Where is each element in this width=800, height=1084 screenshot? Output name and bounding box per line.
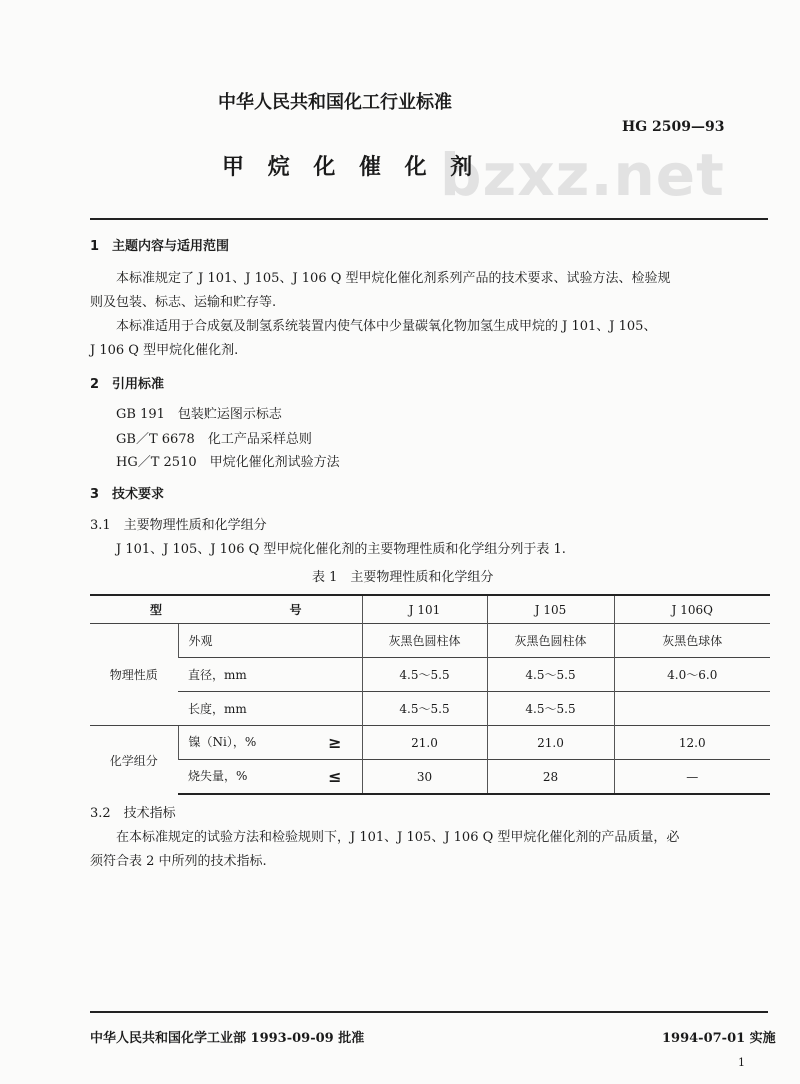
paragraph-line: 须符合表 2 中所列的技术指标.: [90, 854, 267, 869]
table-row: [90, 692, 770, 726]
row-label-cell: [178, 726, 362, 760]
table-1: [90, 594, 770, 795]
table-cell: 4.5～5.5: [362, 692, 487, 726]
table-cell: 4.5～5.5: [487, 658, 614, 692]
paragraph-line: 本标准适用于合成氨及制氢系统装置内使气体中少量碳氧化物加氢生成甲烷的 J 101、J 105、: [116, 319, 657, 334]
column-header: J 101: [362, 595, 487, 624]
section-3-2-heading: 3.2 技术指标: [90, 806, 176, 821]
table-cell: 21.0: [362, 726, 487, 760]
table-cell: 灰黑色球体: [614, 624, 770, 658]
watermark: bzxz.net: [440, 141, 725, 209]
section-2-heading: 2 引用标准: [90, 377, 165, 392]
table-cell: 21.0: [487, 726, 614, 760]
group-label: 化学组分: [90, 726, 178, 795]
reference-item: HG／T 2510 甲烷化催化剂试验方法: [116, 455, 340, 470]
page-number: 1: [738, 1056, 745, 1069]
column-header: J 106Q: [614, 595, 770, 624]
row-label: 镍（Ni），%: [188, 735, 257, 749]
group-label: 物理性质: [90, 624, 178, 726]
document-title: 甲 烷 化 催 化 剂: [222, 155, 481, 180]
footer-rule: [90, 1011, 768, 1013]
reference-item: GB／T 6678 化工产品采样总则: [116, 432, 312, 447]
table-row: [90, 624, 770, 658]
table-cell: —: [614, 760, 770, 795]
row-label-cell: [178, 760, 362, 795]
table-cell: 4.0～6.0: [614, 658, 770, 692]
table-cell: 灰黑色圆柱体: [362, 624, 487, 658]
paragraph-line: J 101、J 105、J 106 Q 型甲烷化催化剂的主要物理性质和化学组分列于表 1.: [116, 542, 566, 557]
table-cell: 4.5～5.5: [487, 692, 614, 726]
section-3-1-heading: 3.1 主要物理性质和化学组分: [90, 518, 267, 533]
effective-date: 1994-07-01 实施: [662, 1031, 776, 1046]
reference-item: GB 191 包装贮运图示标志: [116, 407, 282, 422]
table-cell: [614, 692, 770, 726]
table-header-row: [90, 595, 770, 624]
section-3-heading: 3 技术要求: [90, 487, 165, 502]
table-cell: 12.0: [614, 726, 770, 760]
header-label: 型: [150, 603, 163, 617]
table-cell: 4.5～5.5: [362, 658, 487, 692]
type-header: [90, 595, 362, 624]
row-label: 直径，mm: [178, 658, 362, 692]
issuing-org: 中华人民共和国化工行业标准: [218, 92, 452, 113]
row-label: 烧失量，%: [188, 769, 248, 783]
row-label: 长度，mm: [178, 692, 362, 726]
table-cell: 30: [362, 760, 487, 795]
header-rule: [90, 218, 768, 220]
max-sign: ≤: [328, 767, 342, 786]
table-caption: 表 1 主要物理性质和化学组分: [312, 570, 494, 585]
table-cell: 灰黑色圆柱体: [487, 624, 614, 658]
table-row: [90, 726, 770, 760]
standard-code: HG 2509—93: [622, 119, 725, 135]
paragraph-line: 则及包装、标志、运输和贮存等.: [90, 295, 277, 310]
column-header: J 105: [487, 595, 614, 624]
table-cell: 28: [487, 760, 614, 795]
table-row: [90, 658, 770, 692]
paragraph-line: 本标准规定了 J 101、J 105、J 106 Q 型甲烷化催化剂系列产品的技术要求、试验方法、检验规: [116, 271, 671, 286]
paragraph-line: 在本标准规定的试验方法和检验规则下，J 101、J 105、J 106 Q 型甲烷化催化剂的产品质量，必: [116, 830, 680, 845]
table-row: [90, 760, 770, 795]
row-label: 外观: [178, 624, 362, 658]
section-1-heading: 1 主题内容与适用范围: [90, 239, 230, 254]
min-sign: ≥: [328, 733, 342, 752]
header-label: 号: [289, 603, 302, 617]
paragraph-line: J 106 Q 型甲烷化催化剂.: [90, 343, 239, 358]
approval-line: 中华人民共和国化学工业部 1993-09-09 批准: [90, 1031, 365, 1046]
